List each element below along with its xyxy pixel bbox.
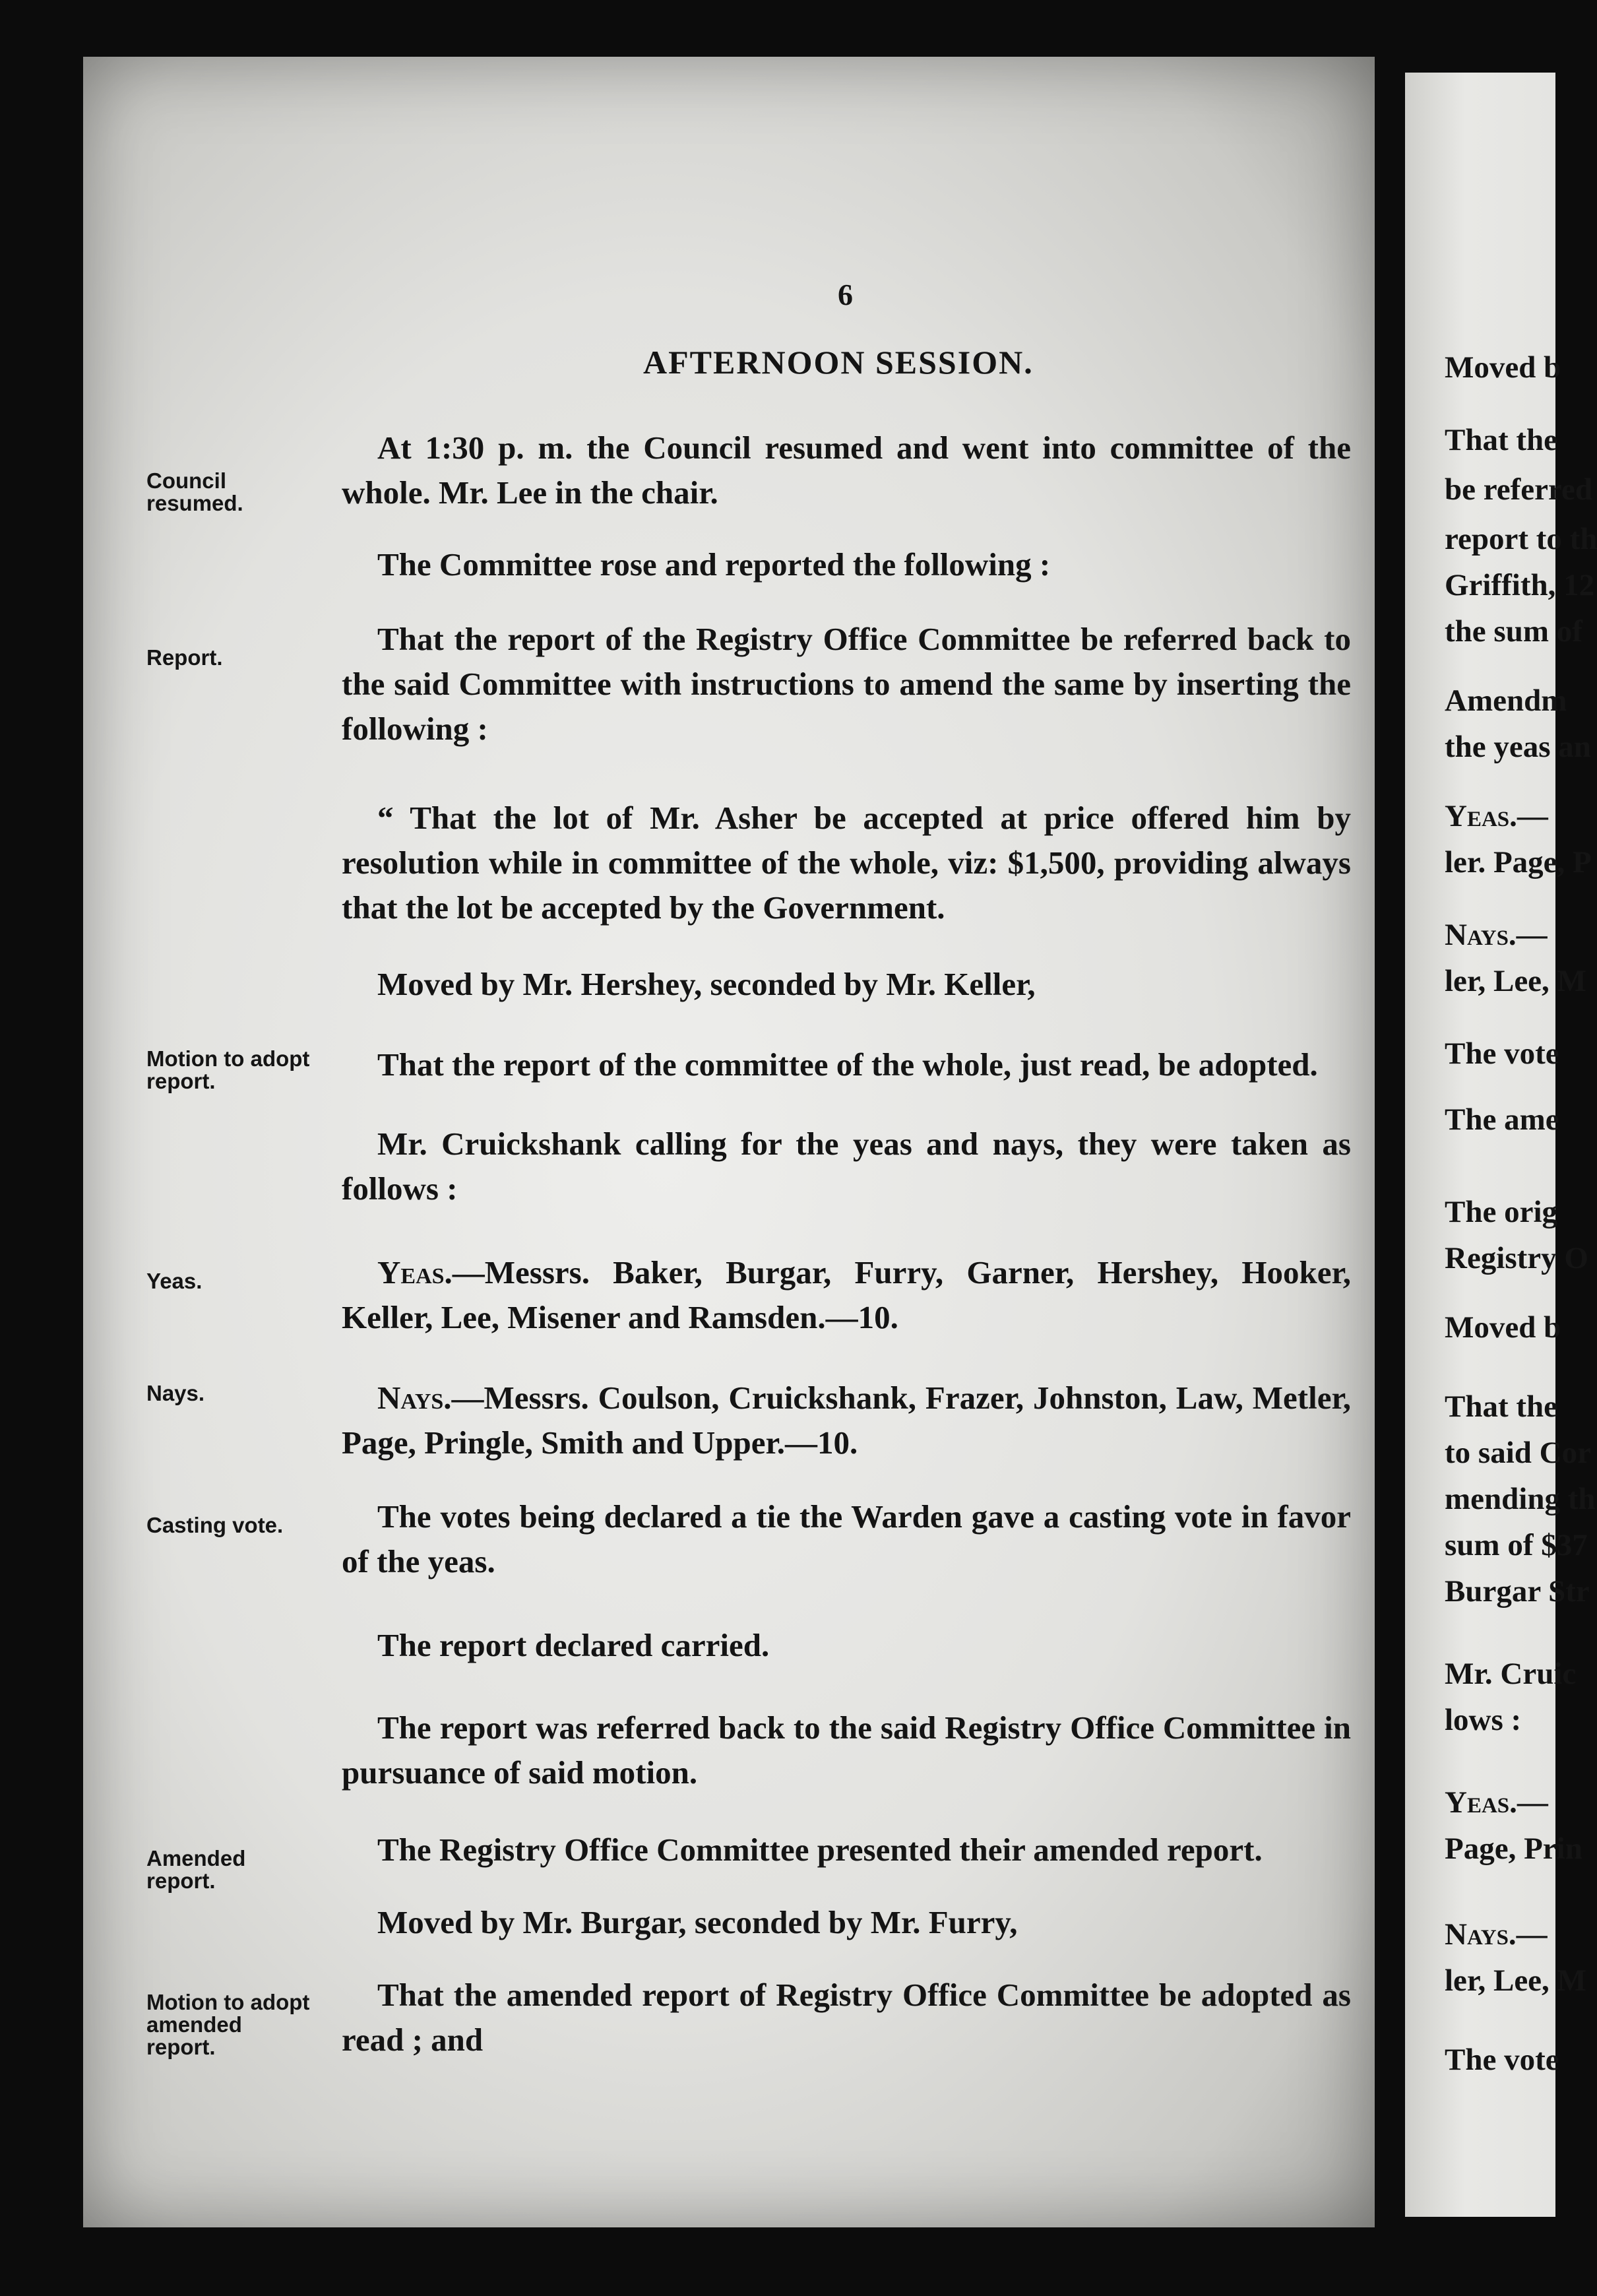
right-line: to said Cor bbox=[1445, 1436, 1591, 1470]
right-line: Moved b bbox=[1445, 350, 1561, 385]
paragraph-amended-report: The Registry Office Committee presented their amended report. bbox=[377, 1832, 1263, 1868]
paragraph-committee-rose: The Committee rose and reported the following : bbox=[377, 546, 1051, 583]
right-line: The vote bbox=[1445, 1036, 1559, 1071]
section-heading: AFTERNOON SESSION. bbox=[643, 344, 1034, 381]
right-line: the sum of bbox=[1445, 614, 1582, 649]
margin-note-yeas: Yeas. bbox=[146, 1269, 203, 1293]
nays-names: —Messrs. Coulson, Cruickshank, Frazer, Johnston, Law, Metler, Page, Pringle, Smith and Upper.—10. bbox=[342, 1380, 1351, 1461]
right-line: ler. Page, P bbox=[1445, 845, 1592, 879]
right-line: Griffith, 12 bbox=[1445, 568, 1595, 602]
right-line: Page, Prin bbox=[1445, 1832, 1582, 1866]
right-line: ler, Lee, M bbox=[1445, 1963, 1586, 1998]
nays-lead: Nays. bbox=[377, 1380, 452, 1416]
right-line: The orig bbox=[1445, 1195, 1558, 1229]
paragraph-adopt-amended: That the amended report of Registry Office Committee be adopted as read ; and bbox=[342, 1977, 1351, 2058]
paragraph-moved-burgar: Moved by Mr. Burgar, seconded by Mr. Furry, bbox=[377, 1904, 1018, 1940]
right-line: Yeas.— bbox=[1445, 1785, 1548, 1820]
right-line: Yeas.— bbox=[1445, 799, 1548, 833]
right-line: sum of $37 bbox=[1445, 1528, 1588, 1562]
right-line: That the bbox=[1445, 423, 1558, 457]
margin-note-motion-adopt-amended: Motion to adopt amended report. bbox=[146, 1990, 310, 2059]
paragraph-moved-hershey: Moved by Mr. Hershey, seconded by Mr. Keller, bbox=[377, 966, 1036, 1002]
margin-note-amended-report: Amended report. bbox=[146, 1846, 246, 1893]
paragraph-report-carried: The report declared carried. bbox=[377, 1627, 770, 1663]
right-line: Burgar Str bbox=[1445, 1574, 1590, 1609]
yeas-names: —Messrs. Baker, Burgar, Furry, Garner, Hershey, Hooker, Keller, Lee, Misener and Ramsden.—10. bbox=[342, 1254, 1351, 1335]
paragraph-casting-vote: The votes being declared a tie the Warden gave a casting vote in favor of the yeas. bbox=[342, 1498, 1351, 1579]
margin-note-casting-vote: Casting vote. bbox=[146, 1513, 284, 1537]
right-line: That the bbox=[1445, 1389, 1558, 1424]
right-line: the yeas an bbox=[1445, 730, 1591, 764]
paragraph-asher-lot: “ That the lot of Mr. Asher be accepted at price offered him by resolution while in committee of the whole, viz: $1,500, providing always that the lot be accepted by the Government. bbox=[342, 800, 1351, 926]
paragraph-yeas-nays-call: Mr. Cruickshank calling for the yeas and nays, they were taken as follows : bbox=[342, 1126, 1351, 1207]
right-line: Mr. Cruic bbox=[1445, 1657, 1577, 1691]
margin-note-nays: Nays. bbox=[146, 1381, 205, 1405]
right-line: The vote bbox=[1445, 2043, 1559, 2077]
right-line: lows : bbox=[1445, 1703, 1522, 1737]
page-number: 6 bbox=[838, 278, 853, 311]
paragraph-report: That the report of the Registry Office Committee be referred back to the said Committee with instructions to amend the same by inserting the following : bbox=[342, 621, 1351, 747]
yeas-lead: Yeas. bbox=[377, 1254, 453, 1291]
right-line: Nays.— bbox=[1445, 1917, 1548, 1952]
right-line: Amendm bbox=[1445, 684, 1567, 718]
paragraph-referred-back: The report was referred back to the said Registry Office Committee in pursuance of said motion. bbox=[342, 1709, 1351, 1791]
paragraph-motion-adopt: That the report of the committee of the whole, just read, be adopted. bbox=[377, 1046, 1318, 1083]
right-line: Registry O bbox=[1445, 1241, 1588, 1275]
right-page-fragment bbox=[1405, 73, 1597, 2217]
right-line: report to th bbox=[1445, 522, 1597, 556]
paragraph-nays bbox=[342, 1376, 1351, 1465]
right-line: Nays.— bbox=[1445, 918, 1548, 952]
right-line: ler, Lee, M bbox=[1445, 964, 1586, 998]
right-line: Moved b bbox=[1445, 1310, 1561, 1345]
paragraph-council-resumed: At 1:30 p. m. the Council resumed and went into committee of the whole. Mr. Lee in the chair. bbox=[342, 430, 1351, 511]
margin-note-council-resumed: Council resumed. bbox=[146, 468, 243, 515]
right-line: mending th bbox=[1445, 1482, 1596, 1516]
margin-note-report: Report. bbox=[146, 645, 223, 670]
paragraph-yeas bbox=[342, 1250, 1351, 1340]
right-line: The ame bbox=[1445, 1102, 1559, 1137]
right-line: be referred bbox=[1445, 472, 1593, 507]
margin-note-motion-adopt: Motion to adopt report. bbox=[146, 1046, 310, 1093]
